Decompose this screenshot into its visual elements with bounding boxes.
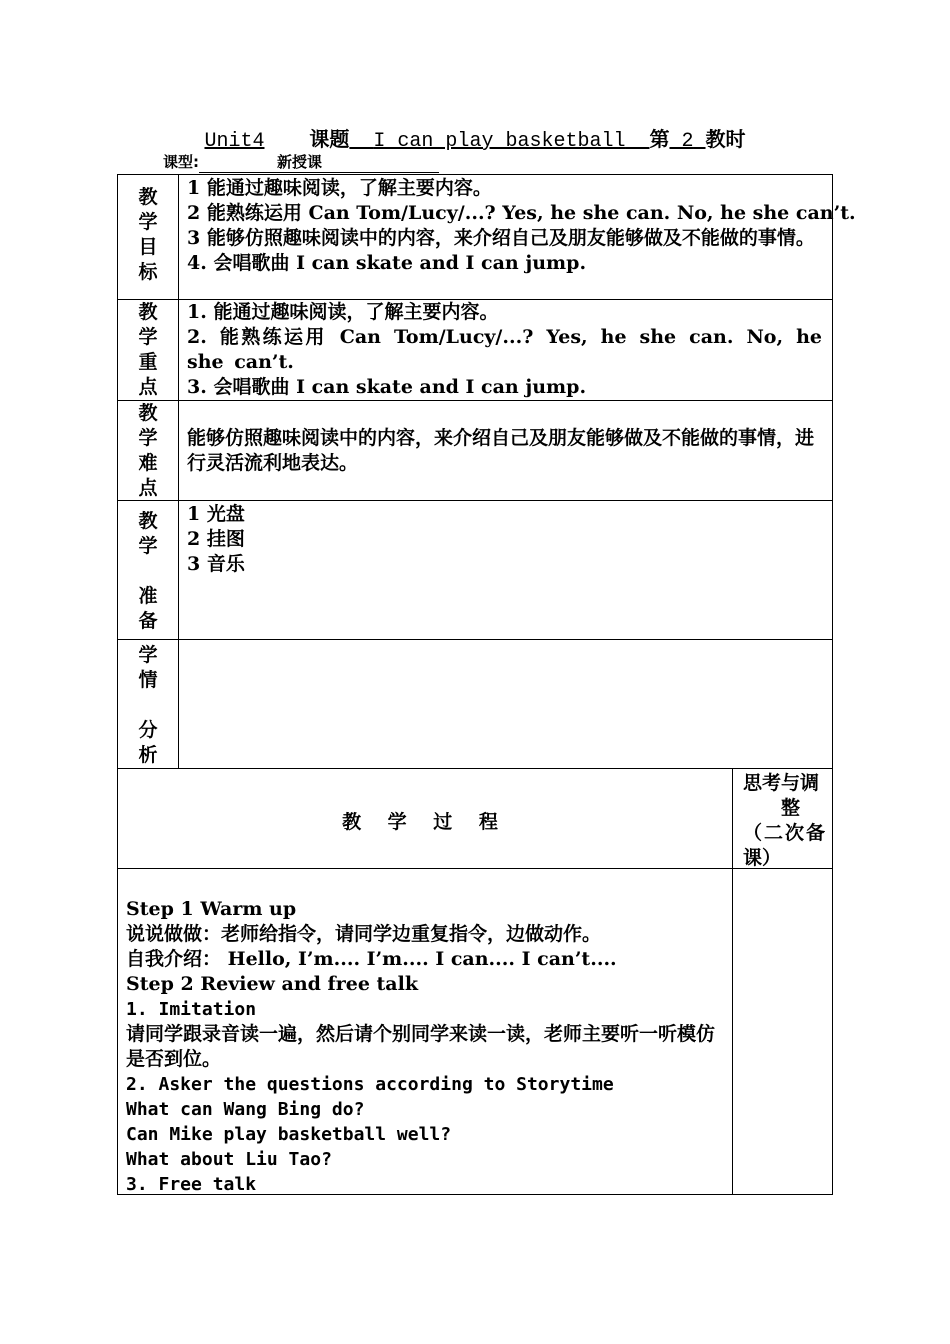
analysis-row bbox=[117, 639, 833, 769]
process-steps bbox=[126, 897, 726, 1197]
objectives-label: 教 学 目 标 bbox=[118, 175, 179, 299]
key-point-item: 2. 能熟练运用 Can Tom/Lucy/...? Yes, he she can. No, he she can’t. bbox=[187, 326, 822, 373]
objectives-row bbox=[117, 174, 856, 300]
process-title: 教 学 过 程 bbox=[342, 811, 508, 833]
key-point-item: 3. 会唱歌曲 I can skate and I can jump. bbox=[187, 376, 587, 398]
key-points-row bbox=[117, 299, 833, 401]
difficulties-row bbox=[117, 400, 833, 501]
step-line: Can Mike play basketball well? bbox=[126, 1124, 452, 1145]
lesson-type bbox=[163, 151, 439, 173]
preparation-content bbox=[187, 502, 822, 577]
objective-item: 2 能熟练运用 Can Tom/Lucy/...? Yes, he she can. No, he she can’t. bbox=[187, 202, 856, 224]
analysis-label: 学 情 分 析 bbox=[118, 640, 179, 768]
period-number: 2 bbox=[681, 130, 694, 153]
document-title bbox=[0, 123, 950, 153]
preparation-row bbox=[117, 500, 833, 640]
topic-title: I can play basketball bbox=[373, 130, 626, 153]
difficulties-text: 能够仿照趣味阅读中的内容，来介绍自己及朋友能够做及不能做的事情，进行灵活流利地表达。 bbox=[187, 427, 815, 474]
key-points-content bbox=[187, 300, 822, 400]
step-line: 自我介绍： Hello, I’m.... I’m.... I can.... I can’t.... bbox=[126, 948, 617, 970]
period-prefix: 第 bbox=[649, 127, 670, 151]
unit-label: Unit4 bbox=[204, 130, 265, 153]
step-line: 说说做做：老师给指令，请同学边重复指令，边做动作。 bbox=[126, 923, 602, 945]
step-line: Step 2 Review and free talk bbox=[126, 973, 418, 995]
difficulties-content bbox=[187, 426, 822, 476]
lesson-type-label: 课型: bbox=[163, 153, 199, 171]
process-steps-row bbox=[117, 868, 833, 1195]
process-header-row bbox=[117, 768, 833, 869]
objective-item: 4. 会唱歌曲 I can skate and I can jump. bbox=[187, 252, 587, 274]
objective-item: 1 能通过趣味阅读，了解主要内容。 bbox=[187, 177, 492, 199]
step-line: 请同学跟录音读一遍，然后请个别同学来读一读，老师主要听一听模仿是否到位。 bbox=[126, 1023, 716, 1070]
adjust-column bbox=[732, 869, 733, 1194]
period-suffix: 教时 bbox=[705, 127, 746, 151]
key-points-label: 教 学 重 点 bbox=[118, 300, 179, 400]
preparation-item: 3 音乐 bbox=[187, 553, 245, 575]
step-line: What about Liu Tao? bbox=[126, 1149, 332, 1170]
key-point-item: 1. 能通过趣味阅读，了解主要内容。 bbox=[187, 301, 499, 323]
step-line: Step 1 Warm up bbox=[126, 898, 297, 920]
preparation-item: 1 光盘 bbox=[187, 503, 245, 525]
adjust-header: 思考与调 整 （二次备 课） bbox=[732, 769, 832, 868]
topic-label: 课题 bbox=[309, 127, 350, 151]
objectives-content bbox=[187, 176, 856, 276]
preparation-label: 教 学 准 备 bbox=[118, 501, 179, 639]
preparation-item: 2 挂图 bbox=[187, 528, 245, 550]
step-line: What can Wang Bing do? bbox=[126, 1099, 365, 1120]
step-line: 1. Imitation bbox=[126, 999, 257, 1020]
objective-item: 3 能够仿照趣味阅读中的内容，来介绍自己及朋友能够做及不能做的事情。 bbox=[187, 227, 815, 249]
step-line: 2. Asker the questions according to Storytime bbox=[126, 1074, 614, 1095]
step-line: 3. Free talk bbox=[126, 1174, 257, 1195]
difficulties-label: 教 学 难 点 bbox=[118, 401, 179, 500]
lesson-type-value: 新授课 bbox=[277, 153, 323, 171]
